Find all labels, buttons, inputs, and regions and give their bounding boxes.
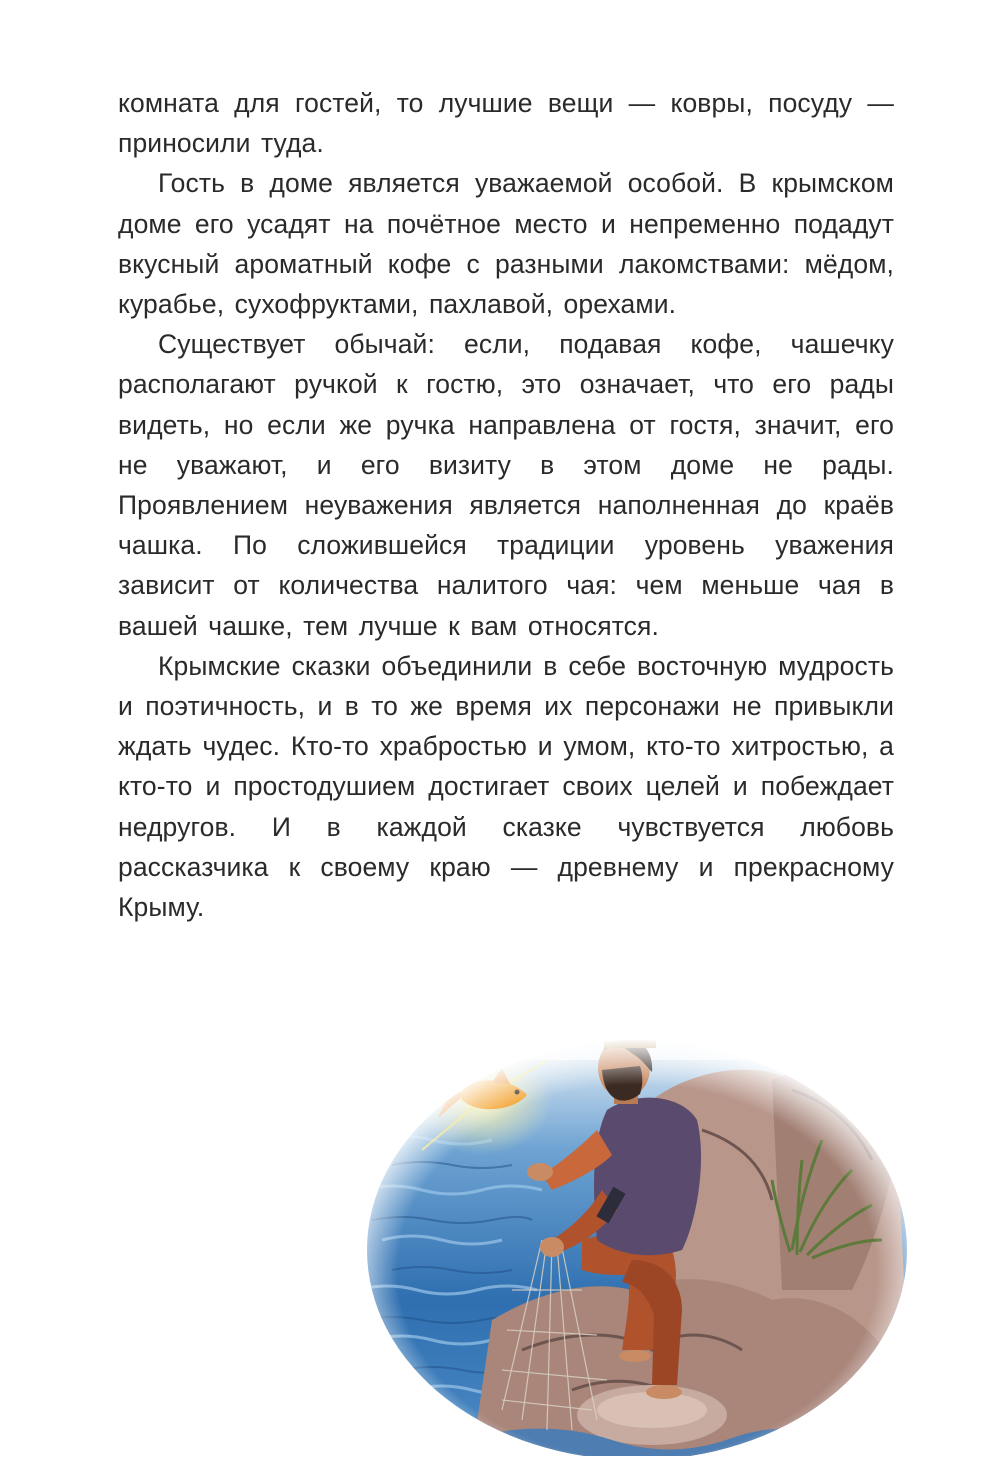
paragraph: Гость в доме является уважаемой особой. В крымском доме его усадят на почётное место и непременно подадут вкусный ароматный кофе с разными лакомствами: мёдом, курабье, сухофруктами, пахлавой, орехами. <box>118 168 894 320</box>
paragraph: Существует обычай: если, подавая кофе, чашечку располагают ручкой к гостю, это означает, что его рады видеть, но если же ручка направлена от гостя, значит, его не уважают, и его визиту в этом доме не рады. Проявлением неуважения является наполненная до краёв чашка. По сложившейся традиции уровень уважения зависит от количества налитого чая: чем меньше чая в вашей чашке, тем лучше к вам относятся. <box>118 329 894 641</box>
fisherman-image <box>352 990 912 1456</box>
paragraph: комната для гостей, то лучшие вещи — ковры, посуду — приносили туда. <box>118 88 894 159</box>
paragraph: Крымские сказки объединили в себе восточную мудрость и поэтичность, и в то же время их персонажи не привыкли ждать чудес. Кто-то храбростью и умом, кто-то хитростью, а кто-то и простодушием достигает своих целей и побеждает недругов. И в каждой сказке чувствуется любовь рассказчика к своему краю — древнему и прекрасному Крыму. <box>118 650 894 923</box>
fisherman-illustration <box>352 990 912 1456</box>
body-text <box>118 83 894 927</box>
